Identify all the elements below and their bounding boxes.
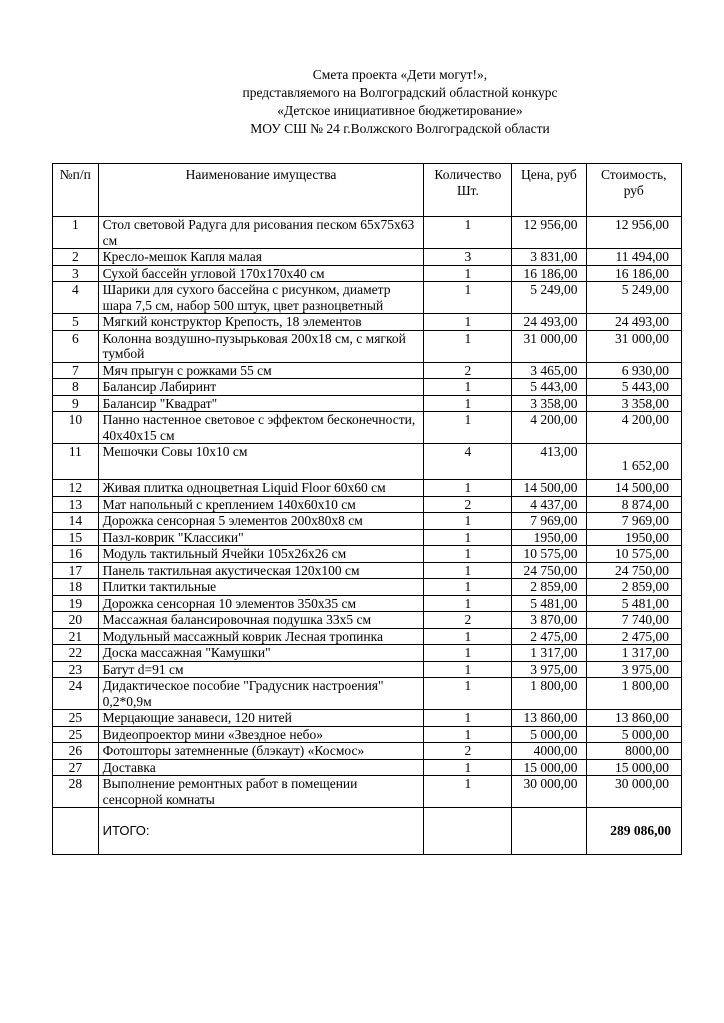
row-number: 12 — [53, 480, 99, 497]
table-row — [53, 282, 682, 314]
table-row — [53, 330, 682, 362]
row-cost: 3 358,00 — [586, 395, 682, 412]
row-number: 24 — [53, 678, 99, 710]
row-name: Сухой бассейн угловой 170х170х40 см — [98, 265, 424, 282]
table-row — [53, 776, 682, 808]
row-price: 14 500,00 — [512, 480, 586, 497]
title-line-3: «Детское инициативное бюджетирование» — [277, 103, 523, 118]
row-name: Фотошторы затемненные (блэкаут) «Космос» — [98, 743, 424, 760]
row-cost: 5 000,00 — [586, 726, 682, 743]
row-cost: 3 975,00 — [586, 661, 682, 678]
row-price: 4000,00 — [512, 743, 586, 760]
row-quantity: 4 — [424, 444, 512, 480]
row-name: Мат напольный с креплением 140х60х10 см — [98, 496, 424, 513]
row-cost: 31 000,00 — [586, 330, 682, 362]
title-line-2: представляемого на Волгоградский областной конкурс — [242, 85, 558, 100]
row-name: Шарики для сухого бассейна с рисунком, диаметр шара 7,5 см, набор 500 штук, цвет разноцветный — [98, 282, 424, 314]
row-number: 9 — [53, 395, 99, 412]
table-row — [53, 645, 682, 662]
row-price: 4 437,00 — [512, 496, 586, 513]
row-number: 5 — [53, 314, 99, 331]
row-number: 26 — [53, 743, 99, 760]
table-row — [53, 249, 682, 266]
row-price: 413,00 — [512, 444, 586, 480]
row-quantity: 1 — [424, 282, 512, 314]
row-name: Дорожка сенсорная 5 элементов 200х80х8 см — [98, 513, 424, 530]
row-quantity: 1 — [424, 217, 512, 249]
row-name: Дидактическое пособие "Градусник настроения" 0,2*0,9м — [98, 678, 424, 710]
row-number: 23 — [53, 661, 99, 678]
row-name: Модуль тактильный Ячейки 105х26х26 см — [98, 546, 424, 563]
row-quantity: 1 — [424, 595, 512, 612]
row-number: 3 — [53, 265, 99, 282]
row-quantity: 1 — [424, 330, 512, 362]
estimate-table — [52, 163, 682, 855]
table-row — [53, 217, 682, 249]
header-price: Цена, руб — [512, 164, 586, 217]
row-price: 10 575,00 — [512, 546, 586, 563]
row-number: 7 — [53, 362, 99, 379]
row-name: Стол световой Радуга для рисования песком 65x75x63 см — [98, 217, 424, 249]
row-quantity: 1 — [424, 529, 512, 546]
row-quantity: 2 — [424, 612, 512, 629]
row-quantity: 1 — [424, 265, 512, 282]
row-price: 5 000,00 — [512, 726, 586, 743]
row-cost: 6 930,00 — [586, 362, 682, 379]
row-quantity: 1 — [424, 710, 512, 727]
row-number: 2 — [53, 249, 99, 266]
row-price: 24 493,00 — [512, 314, 586, 331]
header-cost: Стоимость, руб — [586, 164, 682, 217]
row-quantity: 1 — [424, 759, 512, 776]
table-row — [53, 314, 682, 331]
row-cost: 1 317,00 — [586, 645, 682, 662]
table-row — [53, 595, 682, 612]
row-cost: 7 969,00 — [586, 513, 682, 530]
row-cost: 2 859,00 — [586, 579, 682, 596]
row-cost: 5 443,00 — [586, 379, 682, 396]
row-number: 14 — [53, 513, 99, 530]
row-price: 3 831,00 — [512, 249, 586, 266]
row-number: 11 — [53, 444, 99, 480]
table-row — [53, 265, 682, 282]
row-price: 3 358,00 — [512, 395, 586, 412]
table-row — [53, 362, 682, 379]
row-number: 18 — [53, 579, 99, 596]
table-row — [53, 480, 682, 497]
row-quantity: 1 — [424, 562, 512, 579]
row-number: 10 — [53, 412, 99, 444]
table-row — [53, 395, 682, 412]
row-price: 31 000,00 — [512, 330, 586, 362]
header-name: Наименование имущества — [98, 164, 424, 217]
row-cost: 1950,00 — [586, 529, 682, 546]
row-price: 3 870,00 — [512, 612, 586, 629]
row-quantity: 1 — [424, 628, 512, 645]
row-cost: 2 475,00 — [586, 628, 682, 645]
table-row — [53, 546, 682, 563]
table-row — [53, 628, 682, 645]
row-cost: 16 186,00 — [586, 265, 682, 282]
document-header — [0, 66, 724, 138]
row-name: Дорожка сенсорная 10 элементов 350х35 см — [98, 595, 424, 612]
row-price: 15 000,00 — [512, 759, 586, 776]
row-cost: 1 652,00 — [586, 444, 682, 480]
row-name: Панель тактильная акустическая 120х100 см — [98, 562, 424, 579]
total-label: ИТОГО: — [98, 808, 424, 855]
row-price: 3 975,00 — [512, 661, 586, 678]
row-cost: 7 740,00 — [586, 612, 682, 629]
row-price: 4 200,00 — [512, 412, 586, 444]
row-price: 5 481,00 — [512, 595, 586, 612]
row-cost: 15 000,00 — [586, 759, 682, 776]
table-row — [53, 759, 682, 776]
row-name: Доставка — [98, 759, 424, 776]
row-name: Модульный массажный коврик Лесная тропинка — [98, 628, 424, 645]
row-cost: 24 750,00 — [586, 562, 682, 579]
row-quantity: 1 — [424, 546, 512, 563]
row-cost: 12 956,00 — [586, 217, 682, 249]
row-name: Пазл-коврик "Классики" — [98, 529, 424, 546]
row-quantity: 1 — [424, 645, 512, 662]
title-line-4: МОУ СШ № 24 г.Волжского Волгоградской области — [250, 121, 550, 136]
row-number: 15 — [53, 529, 99, 546]
table-row — [53, 562, 682, 579]
row-number: 20 — [53, 612, 99, 629]
row-name: Батут d=91 см — [98, 661, 424, 678]
row-name: Живая плитка одноцветная Liquid Floor 60x60 см — [98, 480, 424, 497]
row-number: 6 — [53, 330, 99, 362]
row-name: Кресло-мешок Капля малая — [98, 249, 424, 266]
table-row — [53, 661, 682, 678]
row-number: 25 — [53, 726, 99, 743]
row-price: 1 317,00 — [512, 645, 586, 662]
row-name: Доска массажная "Камушки" — [98, 645, 424, 662]
table-header-row — [53, 164, 682, 217]
row-quantity: 1 — [424, 726, 512, 743]
header-quantity: Количество Шт. — [424, 164, 512, 217]
row-price: 2 859,00 — [512, 579, 586, 596]
row-cost: 5 481,00 — [586, 595, 682, 612]
row-name: Выполнение ремонтных работ в помещении сенсорной комнаты — [98, 776, 424, 808]
row-price: 5 443,00 — [512, 379, 586, 396]
table-row — [53, 412, 682, 444]
table-row — [53, 496, 682, 513]
row-price: 1 800,00 — [512, 678, 586, 710]
row-number: 4 — [53, 282, 99, 314]
row-name: Видеопроектор мини «Звездное небо» — [98, 726, 424, 743]
row-quantity: 1 — [424, 661, 512, 678]
row-cost: 8 874,00 — [586, 496, 682, 513]
row-quantity: 2 — [424, 743, 512, 760]
table-row — [53, 710, 682, 727]
row-name: Балансир "Квадрат" — [98, 395, 424, 412]
total-empty-qty — [424, 808, 512, 855]
row-quantity: 1 — [424, 776, 512, 808]
row-name: Массажная балансировочная подушка 33х5 см — [98, 612, 424, 629]
row-name: Мерцающие занавеси, 120 нитей — [98, 710, 424, 727]
row-price: 5 249,00 — [512, 282, 586, 314]
row-quantity: 1 — [424, 678, 512, 710]
row-cost: 5 249,00 — [586, 282, 682, 314]
row-number: 19 — [53, 595, 99, 612]
table-row — [53, 678, 682, 710]
row-number: 27 — [53, 759, 99, 776]
row-price: 12 956,00 — [512, 217, 586, 249]
row-quantity: 2 — [424, 362, 512, 379]
row-name: Панно настенное световое с эффектом бесконечности, 40х40х15 см — [98, 412, 424, 444]
row-quantity: 1 — [424, 314, 512, 331]
row-cost: 13 860,00 — [586, 710, 682, 727]
row-number: 17 — [53, 562, 99, 579]
table-body — [53, 217, 682, 808]
table-row — [53, 579, 682, 596]
row-cost: 30 000,00 — [586, 776, 682, 808]
header-number: №п/п — [53, 164, 99, 217]
row-price: 3 465,00 — [512, 362, 586, 379]
row-price: 2 475,00 — [512, 628, 586, 645]
row-cost: 11 494,00 — [586, 249, 682, 266]
row-price: 30 000,00 — [512, 776, 586, 808]
row-price: 24 750,00 — [512, 562, 586, 579]
row-quantity: 1 — [424, 480, 512, 497]
table-row — [53, 726, 682, 743]
table-row — [53, 612, 682, 629]
row-quantity: 1 — [424, 412, 512, 444]
row-number: 16 — [53, 546, 99, 563]
table-row — [53, 743, 682, 760]
table-row — [53, 444, 682, 480]
row-name: Мяч прыгун с рожками 55 см — [98, 362, 424, 379]
row-price: 16 186,00 — [512, 265, 586, 282]
row-number: 8 — [53, 379, 99, 396]
table-row — [53, 529, 682, 546]
total-value: 289 086,00 — [586, 808, 682, 855]
row-cost: 8000,00 — [586, 743, 682, 760]
row-name: Балансир Лабиринт — [98, 379, 424, 396]
row-number: 28 — [53, 776, 99, 808]
row-cost: 4 200,00 — [586, 412, 682, 444]
table-row — [53, 513, 682, 530]
table-row — [53, 379, 682, 396]
row-quantity: 1 — [424, 379, 512, 396]
row-name: Мягкий конструктор Крепость, 18 элементов — [98, 314, 424, 331]
row-cost: 1 800,00 — [586, 678, 682, 710]
total-empty-num — [53, 808, 99, 855]
total-empty-price — [512, 808, 586, 855]
title-line-1: Смета проекта «Дети могут!», — [312, 67, 488, 82]
row-name: Плитки тактильные — [98, 579, 424, 596]
row-price: 13 860,00 — [512, 710, 586, 727]
row-name: Колонна воздушно-пузырьковая 200х18 см, с мягкой тумбой — [98, 330, 424, 362]
row-name: Мешочки Совы 10х10 см — [98, 444, 424, 480]
row-number: 1 — [53, 217, 99, 249]
row-number: 22 — [53, 645, 99, 662]
row-quantity: 2 — [424, 496, 512, 513]
row-quantity: 1 — [424, 513, 512, 530]
row-quantity: 1 — [424, 395, 512, 412]
row-cost: 14 500,00 — [586, 480, 682, 497]
row-quantity: 1 — [424, 579, 512, 596]
row-cost: 24 493,00 — [586, 314, 682, 331]
row-price: 7 969,00 — [512, 513, 586, 530]
total-row — [53, 808, 682, 855]
row-cost: 10 575,00 — [586, 546, 682, 563]
row-quantity: 3 — [424, 249, 512, 266]
row-number: 25 — [53, 710, 99, 727]
row-number: 21 — [53, 628, 99, 645]
row-price: 1950,00 — [512, 529, 586, 546]
row-number: 13 — [53, 496, 99, 513]
